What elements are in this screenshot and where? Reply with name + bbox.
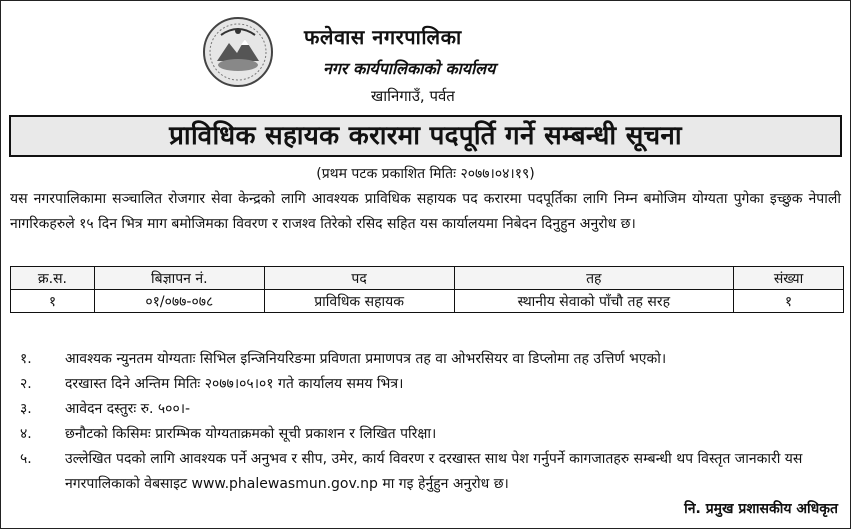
office-address: खानिगाउँ, पर्वत xyxy=(371,87,455,105)
list-item-text: दरखास्त दिने अन्तिम मितिः २०७७।०५।०१ गते कार्यालय समय भित्र। xyxy=(65,376,404,392)
published-date: (प्रथम पटक प्रकाशित मितिः २०७७।०४।१९) xyxy=(316,166,535,182)
list-item xyxy=(10,447,841,497)
col-header-ad-number: बिज्ञापन नं. xyxy=(94,267,264,290)
cell-count: १ xyxy=(734,290,844,313)
list-item-number: ४. xyxy=(20,426,32,442)
list-item xyxy=(10,347,841,372)
signatory-title: नि. प्रमुख प्रशासकीय अधिकृत xyxy=(684,501,838,517)
cell-ad-number: ०१/०७७-०७८ xyxy=(94,290,264,313)
nepal-government-emblem-icon xyxy=(201,15,275,89)
list-item-text: छनौटको किसिमः प्रारम्भिक योग्यताक्रमको सूची प्रकाशन र लिखित परिक्षा। xyxy=(65,426,437,442)
list-item-text: उल्लेखित पदको लागि आवश्यक पर्ने अनुभव र सीप, उमेर, कार्य विवरण र दरखास्त साथ पेश गर्नुपर्ने कागजातहरु सम्बन्धी थप विस्तृत जानकारी यस नगरपालिकाको वेबसाइट www.phalewasmun.gov.np मा गइ हेर्नुहुन अनुरोध छ। xyxy=(65,451,803,492)
notice-body: यस नगरपालिकामा सञ्चालित रोजगार सेवा केन्द्रको लागि आवश्यक प्राविधिक सहायक पद करारमा पदपूर्तिका लागि निम्न बमोजिम योग्यता पुगेका इच्छुक नेपाली नागरिकहरुले १५ दिन भित्र माग बमोजिमका विवरण र राजश्व तिरेको रसिद सहित यस कार्यालयमा निबेदन दिनुहुन अनुरोध छ। xyxy=(10,191,841,232)
table-row xyxy=(11,290,844,313)
office-name: नगर कार्यपालिकाको कार्यालय xyxy=(323,59,496,78)
col-header-count: संख्या xyxy=(734,267,844,290)
list-item-number: १. xyxy=(20,351,32,367)
requirements-list xyxy=(10,347,841,497)
col-header-sn: क्र.स. xyxy=(11,267,95,290)
list-item xyxy=(10,422,841,447)
table-header-row xyxy=(11,267,844,290)
list-item-number: ५. xyxy=(20,451,32,467)
list-item-number: २. xyxy=(20,376,32,392)
cell-sn: १ xyxy=(11,290,95,313)
cell-post: प्राविधिक सहायक xyxy=(264,290,454,313)
vacancy-table xyxy=(10,266,844,313)
list-item-number: ३. xyxy=(20,401,32,417)
notice-title: प्राविधिक सहायक करारमा पदपूर्ति गर्ने सम्बन्धी सूचना xyxy=(9,115,842,157)
col-header-level: तह xyxy=(454,267,734,290)
municipality-name: फलेवास नगरपालिका xyxy=(304,25,462,49)
list-item-text: आवेदन दस्तुरः रु. ५००।- xyxy=(65,401,191,417)
list-item xyxy=(10,397,841,422)
list-item-text: आवश्यक न्युनतम योग्यताः सिभिल इन्जिनियरिङमा प्रविणता प्रमाणपत्र तह वा ओभरसियर वा डिप्लोमा तह उत्तिर्ण भएको। xyxy=(65,351,667,367)
cell-level: स्थानीय सेवाको पाँचौ तह सरह xyxy=(454,290,734,313)
list-item xyxy=(10,372,841,397)
col-header-post: पद xyxy=(264,267,454,290)
